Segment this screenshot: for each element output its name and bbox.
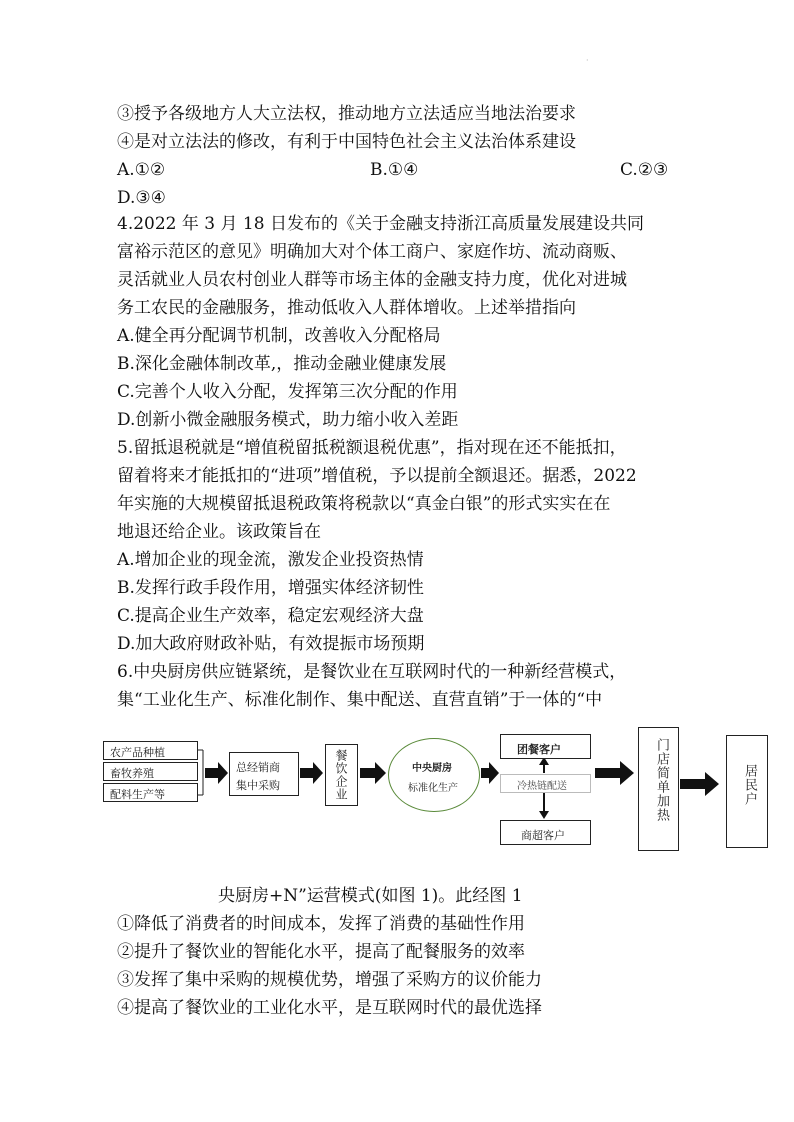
store-label: 门店简单加热 — [654, 738, 669, 822]
header-mark: · — [586, 56, 589, 65]
question-5-option: B.发挥行政手段作用，增强实体经济韧性 — [117, 578, 424, 598]
question-5-option: D.加大政府财政补贴，有效提振市场预期 — [117, 634, 425, 654]
question-4-line: 富裕示范区的意见》明确加大对个体工商户、家庭作坊、流动商贩、 — [117, 242, 627, 262]
question-4-line: 务工农民的金融服务，推动低收入人群体增收。上述举措指向 — [117, 298, 576, 318]
option-line: ③授予各级地方人大立法权，推动地方立法适应当地法治要求 — [117, 104, 576, 124]
question-4-line: 灵活就业人员农村创业人群等市场主体的金融支持力度，优化对进城 — [117, 270, 627, 290]
supermarket-box — [500, 820, 591, 845]
group-client-box — [500, 734, 591, 759]
arrow-icon — [300, 762, 323, 784]
store-box — [638, 727, 679, 851]
residents-box — [726, 735, 768, 848]
option-d: D.③④ — [117, 188, 166, 208]
cold-chain-label: 冷热链配送 — [517, 781, 567, 792]
distributor-label: 总经销商 — [236, 761, 280, 774]
residents-label: 居民户 — [742, 764, 757, 806]
question-4-option: C.完善个人收入分配，发挥第三次分配的作用 — [117, 382, 458, 402]
source-label: 畜牧养殖 — [110, 767, 154, 780]
kitchen-label: 标准化生产 — [408, 783, 458, 794]
question-6-line: 6.中央厨房供应链紧统，是餐饮业在互联网时代的一种新经营模式， — [117, 662, 627, 682]
question-5-option: A.增加企业的现金流，激发企业投资热情 — [117, 550, 424, 570]
source-box — [103, 783, 198, 802]
question-5-line: 地退还给企业。该政策旨在 — [117, 522, 321, 542]
option-b: B.①④ — [370, 160, 419, 180]
source-label: 农产品种植 — [110, 746, 165, 759]
statement-1: ①降低了消费者的时间成本，发挥了消费的基础性作用 — [117, 914, 525, 934]
central-kitchen-circle — [388, 738, 480, 812]
question-6-line: 集“工业化生产、标准化制作、集中配送、直营直销”于一体的“中 — [117, 690, 603, 710]
arrow-icon — [539, 811, 549, 819]
arrow-icon — [595, 761, 634, 785]
question-5-line: 5.留抵退税就是“增值税留抵税额退税优惠”，指对现在还不能抵扣， — [117, 438, 627, 458]
question-4-option: D.创新小微金融服务模式，助力缩小收入差距 — [117, 410, 459, 430]
statement-3: ③发挥了集中采购的规模优势，增强了采购方的议价能力 — [117, 970, 542, 990]
question-5-line: 年实施的大规模留抵退税政策将税款以“真金白银”的形式实实在在 — [117, 494, 611, 514]
group-client-label: 团餐客户 — [517, 743, 561, 756]
option-a: A.①② — [117, 160, 166, 180]
question-4-option: B.深化金融体制改革,，推动金融业健康发展 — [117, 354, 447, 374]
question-4-option: A.健全再分配调节机制，改善收入分配格局 — [117, 326, 441, 346]
question-5-line: 留着将来才能抵扣的“进项”增值税，予以提前全额退还。据悉，2022 — [117, 466, 637, 486]
source-box — [103, 762, 198, 781]
cold-chain-box — [500, 774, 591, 793]
arrow-icon — [680, 772, 719, 796]
option-c: C.②③ — [620, 160, 669, 180]
question-5-option: C.提高企业生产效率，稳定宏观经济大盘 — [117, 606, 424, 626]
option-line: ④是对立法法的修改，有利于中国特色社会主义法治体系建设 — [117, 132, 576, 152]
arrow-icon — [205, 762, 228, 784]
question-4-line: 4.2022 年 3 月 18 日发布的《关于金融支持浙江高质量发展建设共同 — [117, 214, 644, 234]
catering-box — [325, 744, 358, 806]
arrow-icon — [360, 762, 386, 784]
statement-2: ②提升了餐饮业的智能化水平，提高了配餐服务的效率 — [117, 942, 525, 962]
catering-label: 餐饮企业 — [334, 749, 348, 801]
kitchen-label: 中央厨房 — [412, 763, 452, 774]
statement-4: ④提高了餐饮业的工业化水平，是互联网时代的最优选择 — [117, 998, 542, 1018]
distributor-label: 集中采购 — [236, 779, 280, 792]
source-box — [103, 741, 198, 760]
arrow-icon — [481, 762, 499, 784]
distributor-box — [229, 752, 299, 796]
figure-caption: 央厨房+N”运营模式(如图 1)。此经图 1 — [218, 886, 523, 906]
supermarket-label: 商超客户 — [521, 829, 565, 842]
source-label: 配料生产等 — [110, 788, 165, 801]
